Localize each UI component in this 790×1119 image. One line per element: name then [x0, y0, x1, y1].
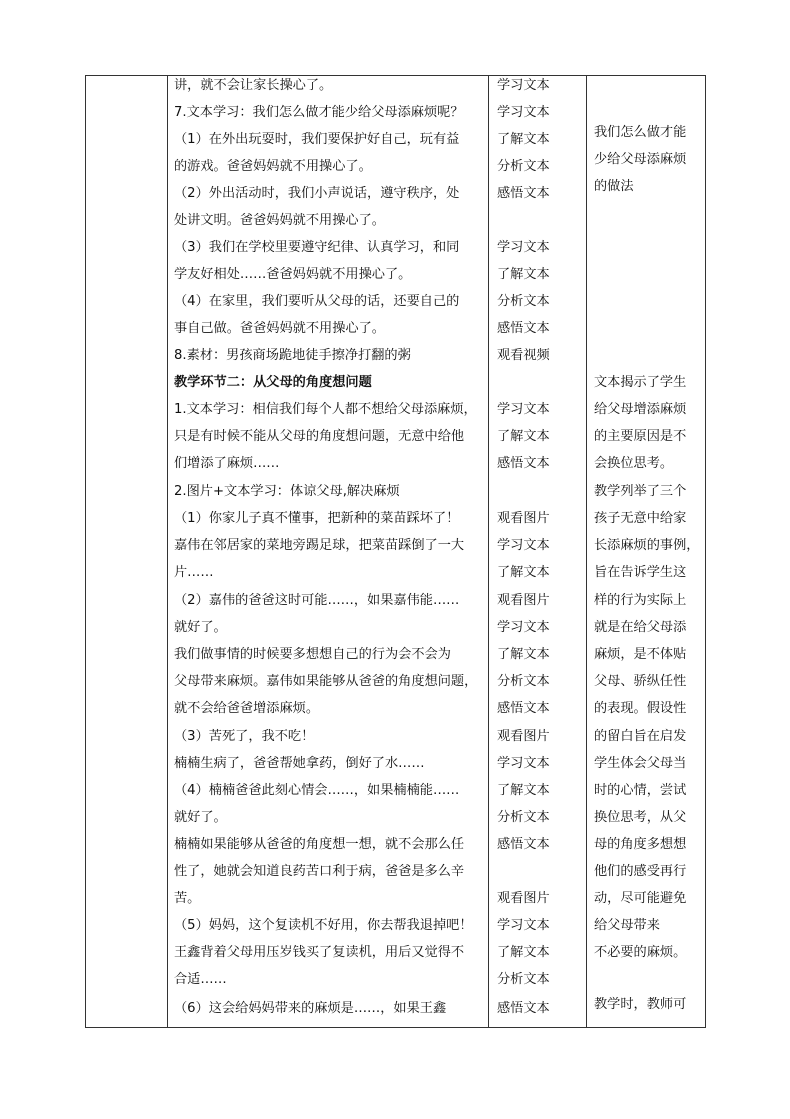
content-line: 嘉伟在邻居家的菜地旁踢足球，把菜苗踩倒了一大: [174, 538, 465, 553]
activity-label: 分析文本: [497, 972, 550, 987]
content-line: 就好了。: [174, 810, 227, 825]
note-line: 少给父母添麻烦: [594, 152, 687, 167]
content-line: 性了，她就会知道良药苦口利于病，爸爸是多么辛: [174, 864, 465, 879]
content-line: （5）妈妈，这个复读机不好用，你去帮我退掉吧！: [174, 918, 473, 933]
activity-label: 了解文本: [497, 267, 550, 282]
content-line: （2）外出活动时，我们小声说话，遵守秩序，处: [174, 186, 460, 201]
content-line: 2.图片+文本学习：体谅父母,解决麻烦: [174, 484, 400, 499]
activity-label: 感悟文本: [497, 456, 550, 471]
lesson-table: [85, 75, 706, 1028]
activity-label: 感悟文本: [497, 186, 550, 201]
note-line: 孩子无意中给家: [594, 511, 687, 526]
activity-label: 学习文本: [497, 402, 550, 417]
content-line: （2）嘉伟的爸爸这时可能……，如果嘉伟能……: [174, 593, 460, 608]
activity-label: 了解文本: [497, 132, 550, 147]
note-line: 我们怎么做才能: [594, 125, 687, 140]
note-line: 麻烦，是不体贴: [594, 647, 687, 662]
activity-label: 观看图片: [497, 511, 550, 526]
content-line: 讲，就不会让家长操心了。: [174, 78, 333, 93]
content-line: 处讲文明。爸爸妈妈就不用操心了。: [174, 213, 385, 228]
content-line: （4）楠楠爸爸此刻心情会……，如果楠楠能……: [174, 783, 460, 798]
content-line: 合适……: [174, 972, 227, 987]
content-line: 我们做事情的时候要多想想自己的行为会不会为: [174, 647, 451, 662]
activity-label: 观看图片: [497, 593, 550, 608]
note-line: 换位思考，从父: [594, 810, 687, 825]
content-line: 苦。: [174, 891, 201, 906]
column-divider: [167, 76, 168, 1027]
activity-label: 学习文本: [497, 538, 550, 553]
activity-label: 感悟文本: [497, 837, 550, 852]
content-line: 楠楠生病了，爸爸帮她拿药，倒好了水……: [174, 756, 425, 771]
content-line: （3）我们在学校里要遵守纪律、认真学习，和同: [174, 240, 460, 255]
activity-label: 观看视频: [497, 348, 550, 363]
activity-label: 了解文本: [497, 945, 550, 960]
content-line: 楠楠如果能够从爸爸的角度想一想，就不会那么任: [174, 837, 465, 852]
activity-label: 学习文本: [497, 240, 550, 255]
content-line: （1）在外出玩耍时，我们要保护好自己，玩有益: [174, 132, 460, 147]
note-line: 学生体会父母当: [594, 756, 687, 771]
content-line: （4）在家里，我们要听从父母的话，还要自己的: [174, 294, 460, 309]
activity-label: 了解文本: [497, 565, 550, 580]
content-line: 父母带来麻烦。嘉伟如果能够从爸爸的角度想问题，: [174, 674, 478, 689]
content-line: 片……: [174, 565, 214, 580]
note-line: 母的角度多想想: [594, 837, 687, 852]
note-line: 父母、骄纵任性: [594, 674, 687, 689]
note-line: 长添麻烦的事例，: [594, 538, 700, 553]
activity-label: 学习文本: [497, 620, 550, 635]
activity-label: 分析文本: [497, 159, 550, 174]
activity-label: 了解文本: [497, 647, 550, 662]
activity-label: 感悟文本: [497, 701, 550, 716]
note-line: 时的心情，尝试: [594, 783, 687, 798]
note-line: 会换位思考。: [594, 456, 674, 471]
note-line: 动，尽可能避免: [594, 891, 687, 906]
activity-label: 观看图片: [497, 891, 550, 906]
column-divider: [488, 76, 489, 1027]
content-line: 8.素材：男孩商场跪地徒手擦净打翻的粥: [174, 348, 411, 363]
activity-label: 学习文本: [497, 105, 550, 120]
activity-label: 了解文本: [497, 783, 550, 798]
activity-label: 学习文本: [497, 756, 550, 771]
note-line: 不必要的麻烦。: [594, 945, 687, 960]
note-line: 的留白旨在启发: [594, 729, 687, 744]
activity-label: 观看图片: [497, 729, 550, 744]
content-line: 7.文本学习：我们怎么做才能少给父母添麻烦呢？: [174, 105, 464, 120]
activity-label: 感悟文本: [497, 321, 550, 336]
content-line: 1.文本学习：相信我们每个人都不想给父母添麻烦，: [174, 402, 477, 417]
activity-label: 学习文本: [497, 918, 550, 933]
content-line: 们增添了麻烦……: [174, 456, 280, 471]
activity-label: 了解文本: [497, 429, 550, 444]
activity-label: 感悟文本: [497, 1001, 550, 1016]
section-heading: 教学环节二：从父母的角度想问题: [174, 375, 372, 390]
note-line: 他们的感受再行: [594, 864, 687, 879]
content-line: （1）你家儿子真不懂事，把新种的菜苗踩坏了！: [174, 511, 460, 526]
content-line: （6）这会给妈妈带来的麻烦是……，如果王鑫: [174, 1001, 447, 1016]
note-line: 的做法: [594, 179, 634, 194]
note-line: 样的行为实际上: [594, 593, 687, 608]
content-line: （3）苦死了，我不吃！: [174, 729, 315, 744]
note-line: 给父母增添麻烦: [594, 402, 687, 417]
content-line: 学友好相处……爸爸妈妈就不用操心了。: [174, 267, 412, 282]
activity-label: 学习文本: [497, 78, 550, 93]
note-line: 文本揭示了学生: [594, 375, 687, 390]
content-line: 就好了。: [174, 620, 227, 635]
note-line: 的主要原因是不: [594, 429, 687, 444]
note-line: 教学列举了三个: [594, 484, 687, 499]
note-line: 旨在告诉学生这: [594, 565, 687, 580]
note-line: 给父母带来: [594, 918, 660, 933]
note-line: 的表现。假设性: [594, 701, 687, 716]
content-line: 的游戏。爸爸妈妈就不用操心了。: [174, 159, 372, 174]
note-line: 教学时，教师可: [594, 997, 687, 1012]
content-line: 就不会给爸爸增添麻烦。: [174, 701, 320, 716]
column-divider: [586, 76, 587, 1027]
content-line: 事自己做。爸爸妈妈就不用操心了。: [174, 321, 385, 336]
content-line: 王鑫背着父母用压岁钱买了复读机，用后又觉得不: [174, 945, 465, 960]
note-line: 就是在给父母添: [594, 620, 687, 635]
content-line: 只是有时候不能从父母的角度想问题，无意中给他: [174, 429, 465, 444]
activity-label: 分析文本: [497, 810, 550, 825]
activity-label: 分析文本: [497, 294, 550, 309]
activity-label: 分析文本: [497, 674, 550, 689]
